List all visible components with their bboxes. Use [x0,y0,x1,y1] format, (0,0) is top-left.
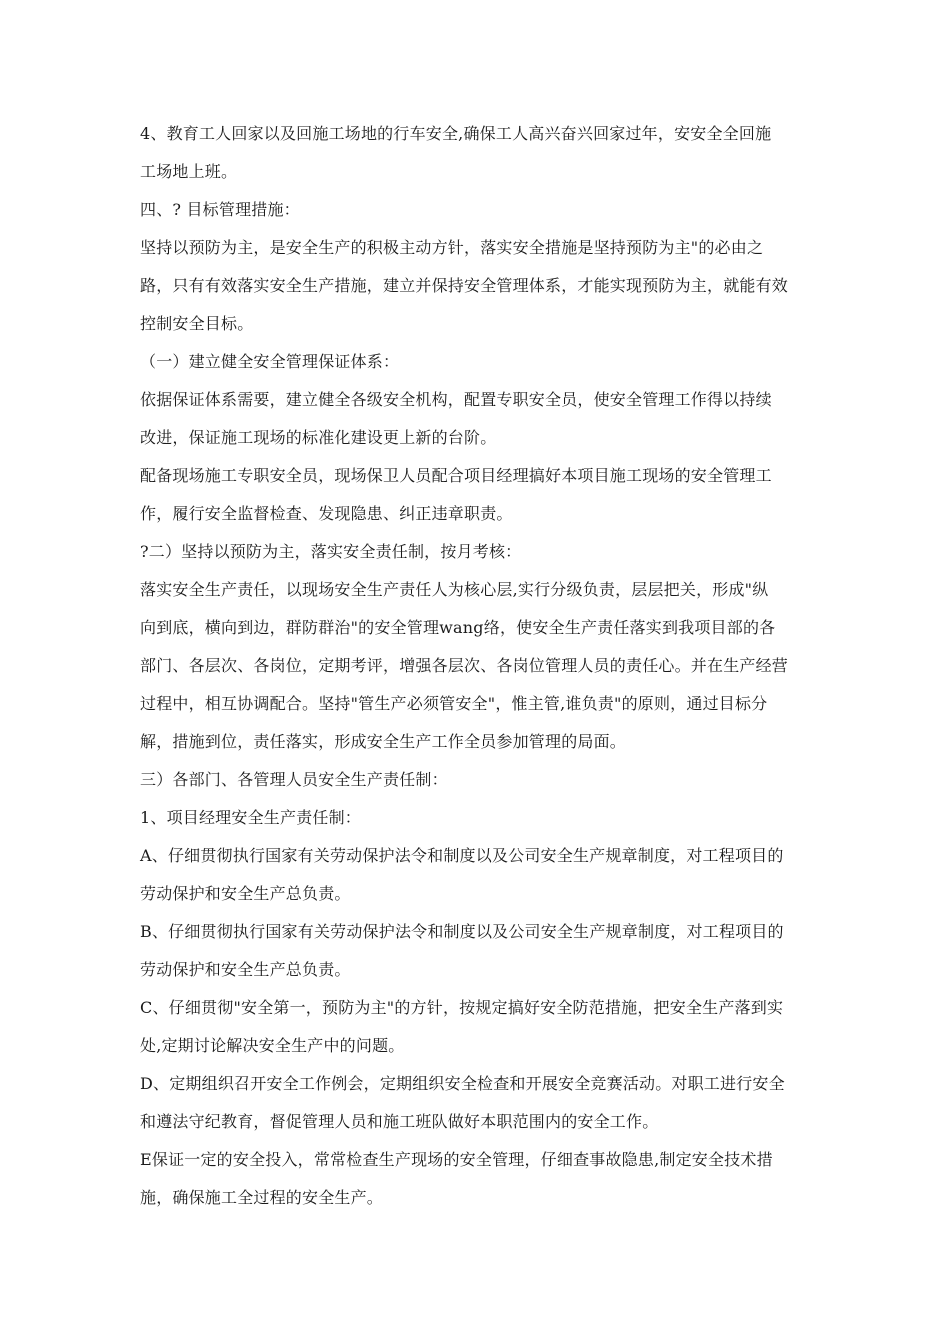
section-heading: ?二）坚持以预防为主，落实安全责任制，按月考核： [140,542,522,561]
text-line: 过程中，相互协调配合。坚持"管生产必须管安全"，惟主管,谁负责"的原则，通过目标分 [140,694,768,713]
text-line: 依据保证体系需要，建立健全各级安全机构，配置专职安全员，使安全管理工作得以持续 [140,390,772,409]
text-line: D、定期组织召开安全工作例会，定期组织安全检查和开展安全竞赛活动。对职工进行安全 [140,1074,785,1093]
text-line: A、仔细贯彻执行国家有关劳动保护法令和制度以及公司安全生产规章制度，对工程项目的 [140,846,784,865]
text-line: 处,定期讨论解决安全生产中的问题。 [140,1036,405,1055]
text-line: 改进，保证施工现场的标准化建设更上新的台阶。 [140,428,497,447]
text-line: 部门、各层次、各岗位，定期考评，增强各层次、各岗位管理人员的责任心。并在生产经营 [140,656,789,675]
text-line: 坚持以预防为主，是安全生产的积极主动方针，落实安全措施是坚持预防为主"的必由之 [140,238,764,257]
text-line: 配备现场施工专职安全员，现场保卫人员配合项目经理搞好本项目施工现场的安全管理工 [140,466,772,485]
text-line: 和遵法守纪教育，督促管理人员和施工班队做好本职范围内的安全工作。 [140,1112,659,1131]
text-line: 4、教育工人回家以及回施工场地的行车安全,确保工人高兴奋兴回家过年，安安全全回施 [140,124,772,143]
text-line: 解，措施到位，责任落实，形成安全生产工作全员参加管理的局面。 [140,732,627,751]
section-heading: （一）建立健全安全管理保证体系： [140,352,400,371]
text-line: 落实安全生产责任，以现场安全生产责任人为核心层,实行分级负责，层层把关，形成"纵 [140,580,769,599]
text-line: 劳动保护和安全生产总负责。 [140,960,351,979]
text-line: 工场地上班。 [140,162,238,181]
section-heading: 四、? 目标管理措施： [140,200,300,219]
section-heading: 三）各部门、各管理人员安全生产责任制： [140,770,448,789]
text-line: 作，履行安全监督检查、发现隐患、纠正违章职责。 [140,504,513,523]
text-line: 施，确保施工全过程的安全生产。 [140,1188,384,1207]
text-line: C、仔细贯彻"安全第一，预防为主"的方针，按规定搞好安全防范措施，把安全生产落到实 [140,998,784,1017]
text-line: 劳动保护和安全生产总负责。 [140,884,351,903]
text-line: 路，只有有效落实安全生产措施，建立并保持安全管理体系，才能实现预防为主，就能有效 [140,276,789,295]
text-line: B、仔细贯彻执行国家有关劳动保护法令和制度以及公司安全生产规章制度，对工程项目的 [140,922,784,941]
text-line: E保证一定的安全投入，常常检查生产现场的安全管理，仔细查事故隐患,制定安全技术措 [140,1150,773,1169]
text-line: 控制安全目标。 [140,314,254,333]
text-line: 向到底，横向到边，群防群治"的安全管理wang络，使安全生产责任落实到我项目部的各 [140,618,776,637]
subsection-heading: 1、项目经理安全生产责任制： [140,808,361,827]
